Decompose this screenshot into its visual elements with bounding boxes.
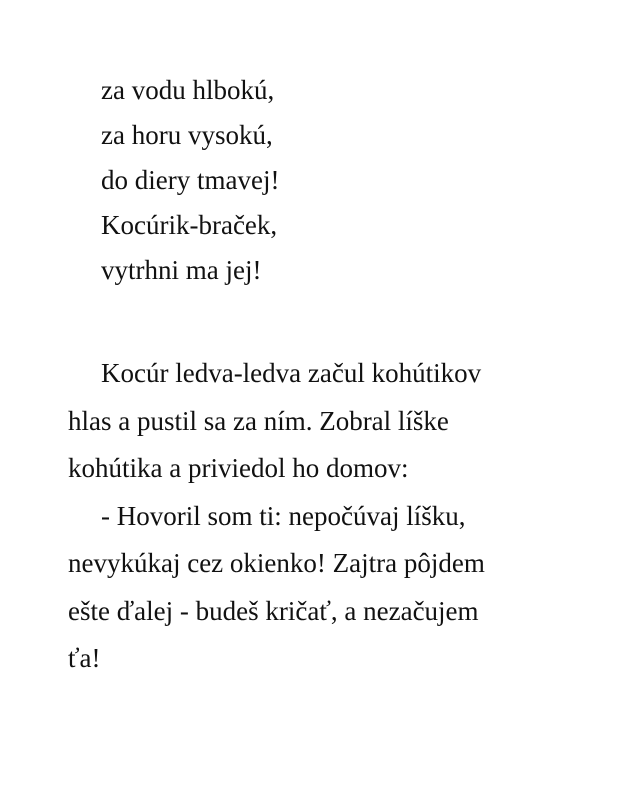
verse-line: Kocúrik-braček,	[101, 210, 278, 240]
prose-line: Kocúr ledva-ledva začul kohútikov	[101, 358, 482, 388]
verse-line: do diery tmavej!	[101, 165, 280, 195]
prose-line: nevykúkaj cez okienko! Zajtra pôjdem	[68, 548, 485, 578]
verse-stanza	[101, 68, 279, 293]
prose-line: - Hovoril som ti: nepočúvaj líšku,	[101, 500, 466, 531]
verse-line: za vodu hlbokú,	[101, 75, 275, 105]
prose-line: hlas a pustil sa za ním. Zobral líške	[68, 405, 449, 436]
prose-paragraphs	[68, 350, 588, 683]
verse-line: vytrhni ma jej!	[101, 255, 262, 285]
prose-line: ťa!	[68, 643, 101, 673]
verse-line: za horu vysokú,	[101, 120, 273, 150]
prose-line: kohútika a priviedol ho domov:	[68, 453, 409, 483]
prose-line: ešte ďalej - budeš kričať, a nezačujem	[68, 595, 479, 626]
